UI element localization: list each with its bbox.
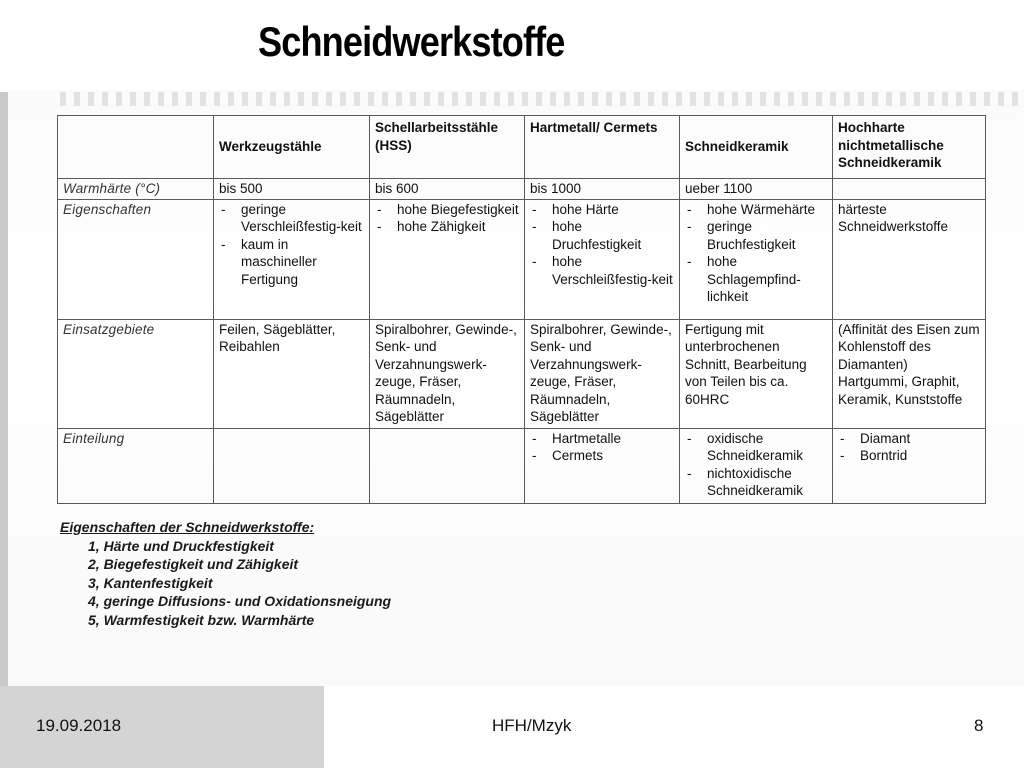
table-cell [370, 199, 525, 319]
list-item: 3, Kantenfestigkeit [88, 574, 213, 591]
header-hochharte: Hochharte nichtmetallische Schneidkeramik [833, 116, 986, 179]
table-cell: Spiralbohrer, Gewinde-, Senk- und Verzahnungswerk-zeuge, Fräser, Räumnadeln, Sägeblätter [370, 319, 525, 428]
row-label-eigenschaften: Eigenschaften [58, 199, 214, 319]
table-cell: Spiralbohrer, Gewinde-, Senk- und Verzahnungswerk-zeuge, Fräser, Räumnadeln, Sägeblätter [525, 319, 680, 428]
list-item: 4, geringe Diffusions- und Oxidationsneigung [88, 593, 392, 609]
bullet-list [219, 201, 364, 289]
bullet-list [685, 430, 827, 500]
table-cell: bis 600 [370, 179, 525, 200]
table-cell [370, 428, 525, 503]
list-item: - geringe Verschleißfestig-keit [219, 201, 364, 236]
table-cell: Fertigung mit unterbrochenen Schnitt, Bearbeitung von Teilen bis ca. 60HRC [680, 319, 833, 428]
table-cell: bis 1000 [525, 179, 680, 200]
bullet-list [530, 430, 674, 465]
table-cell: bis 500 [214, 179, 370, 200]
list-item: 1, Härte und Druckfestigkeit [88, 537, 274, 554]
list-item: - hohe Verschleißfestig-keit [530, 253, 674, 288]
table-row-einteilung [58, 428, 986, 503]
left-accent-bar [0, 92, 8, 686]
list-item: - hohe Druchfestigkeit [530, 218, 674, 253]
list-item: 5, Warmfestigkeit bzw. Warmhärte [88, 611, 315, 628]
table-row-warmhaerte [58, 179, 986, 200]
list-item: 2, Biegefestigkeit und Zähigkeit [88, 556, 299, 572]
table-cell: (Affinität des Eisen zum Kohlenstoff des Diamanten) Hartgummi, Graphit, Keramik, Kunststoffe [833, 319, 986, 428]
list-item: - geringe Bruchfestigkeit [685, 218, 827, 253]
list-item: - Diamant [838, 430, 980, 448]
scan-artifact [60, 92, 1020, 106]
table-cell [680, 199, 833, 319]
row-label-einteilung: Einteilung [58, 428, 214, 503]
table-cell: härteste Schneidwerkstoffe [833, 199, 986, 319]
header-hartmetall: Hartmetall/ Cermets [525, 116, 680, 179]
table-cell: Feilen, Sägeblätter, Reibahlen [214, 319, 370, 428]
table-cell [833, 428, 986, 503]
footer-author: HFH/Mzyk [492, 716, 572, 735]
header-cell-empty [58, 116, 214, 179]
table-header-row [58, 116, 986, 179]
table-cell [214, 428, 370, 503]
header-hss: Schellarbeitsstähle (HSS) [370, 116, 525, 179]
footer-date: 19.09.2018 [36, 716, 122, 735]
header-werkzeugstaehle: Werkzeugstähle [214, 116, 370, 179]
list-item: - kaum in maschineller Fertigung [219, 236, 364, 289]
list-item: - Borntrid [838, 447, 980, 465]
table-row-einsatzgebiete [58, 319, 986, 428]
bullet-list [530, 201, 674, 289]
list-item: - oxidische Schneidkeramik [685, 430, 827, 465]
table-cell [214, 199, 370, 319]
table-cell [680, 428, 833, 503]
table-row-eigenschaften [58, 199, 986, 319]
table-cell: ueber 1100 [680, 179, 833, 200]
list-item: - nichtoxidische Schneidkeramik [685, 465, 827, 500]
header-schneidkeramik: Schneidkeramik [680, 116, 833, 179]
properties-heading: Eigenschaften der Schneidwerkstoffe: [60, 519, 315, 535]
list-item: - hohe Wärmehärte [685, 201, 827, 219]
bullet-list [685, 201, 827, 306]
table-cell [525, 428, 680, 503]
list-item: - hohe Schlagempfind-lichkeit [685, 253, 827, 306]
properties-list-block [60, 518, 391, 629]
list-item: - Hartmetalle [530, 430, 674, 448]
cutting-materials-table [57, 115, 986, 504]
footer-page-number: 8 [974, 716, 984, 735]
table-cell [833, 179, 986, 200]
properties-list [60, 537, 391, 630]
list-item: - hohe Zähigkeit [375, 218, 519, 236]
bullet-list [838, 430, 980, 465]
slide-title: Schneidwerkstoffe [258, 18, 565, 65]
row-label-einsatzgebiete: Einsatzgebiete [58, 319, 214, 428]
bullet-list [375, 201, 519, 236]
list-item: - hohe Härte [530, 201, 674, 219]
list-item: - hohe Biegefestigkeit [375, 201, 519, 219]
table-cell [525, 199, 680, 319]
row-label-warmhaerte: Warmhärte (°C) [58, 179, 214, 200]
list-item: - Cermets [530, 447, 674, 465]
